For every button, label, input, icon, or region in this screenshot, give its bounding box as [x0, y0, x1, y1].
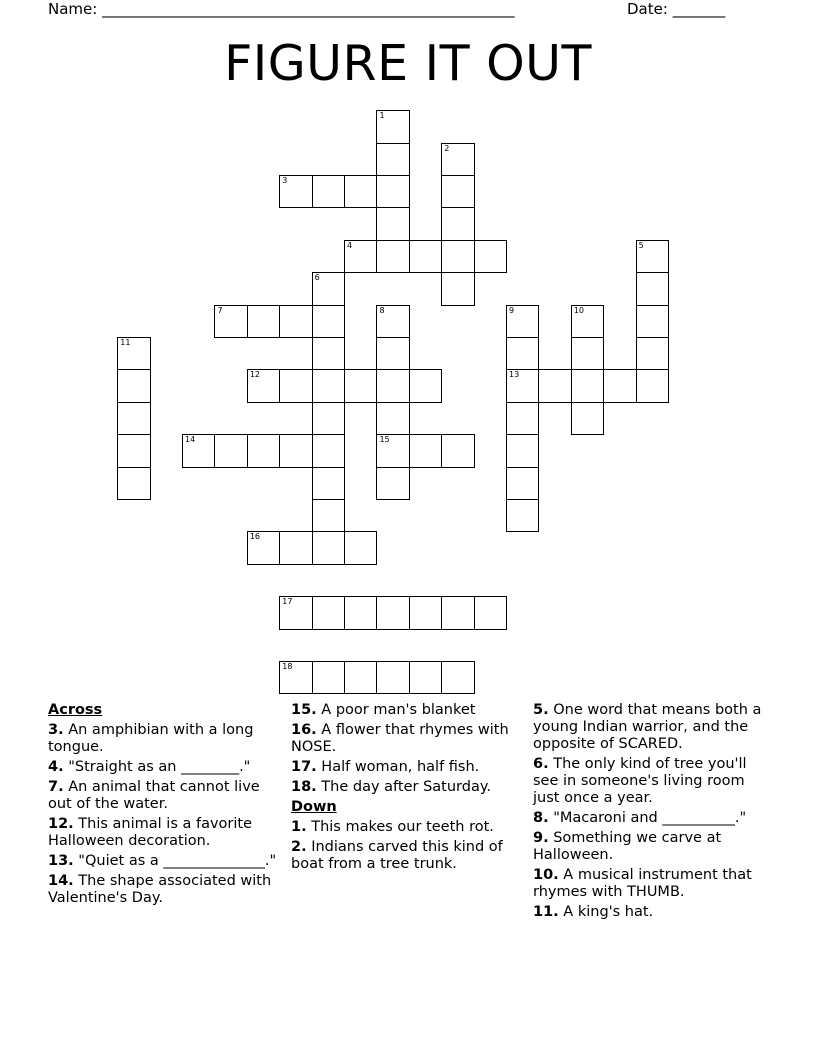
clue-item-text: The shape associated with Valentine's Day. — [48, 873, 272, 906]
grid-cell[interactable] — [474, 240, 507, 273]
grid-cell[interactable] — [312, 175, 345, 208]
clue-item-text: "Macaroni and __________." — [553, 810, 747, 826]
section-heading: Down — [291, 799, 337, 815]
grid-cell[interactable] — [376, 207, 409, 240]
clue-number: 7 — [217, 305, 223, 315]
clue-number: 16 — [249, 532, 261, 542]
clue-item — [533, 867, 773, 901]
clue-item-number: 11. — [533, 904, 559, 920]
clues-column-3 — [533, 702, 773, 924]
name-blank[interactable]: _______________________________________________________ — [102, 0, 515, 18]
grid-cell[interactable] — [182, 434, 215, 467]
clue-item-text: Half woman, half fish. — [321, 759, 480, 775]
grid-cell[interactable] — [376, 240, 409, 273]
clue-item-text: This makes our teeth rot. — [311, 819, 494, 835]
grid-cell[interactable] — [441, 207, 474, 240]
clue-item — [48, 722, 280, 756]
grid-cell[interactable] — [376, 337, 409, 370]
grid-cell[interactable] — [344, 175, 377, 208]
clue-item — [48, 853, 280, 870]
grid-cell[interactable] — [117, 467, 150, 500]
clue-item-text: A king's hat. — [563, 904, 654, 920]
clue-item-number: 8. — [533, 810, 549, 826]
clue-item-number: 16. — [291, 722, 317, 738]
grid-cell[interactable] — [117, 337, 150, 370]
clue-item-text: The day after Saturday. — [321, 779, 491, 795]
clue-item-text: "Straight as an ________." — [68, 759, 251, 775]
clue-item — [291, 702, 523, 719]
clue-number: 4 — [347, 240, 353, 250]
clue-item-number: 5. — [533, 702, 549, 718]
grid-cell[interactable] — [409, 369, 442, 402]
clue-item-number: 10. — [533, 867, 559, 883]
name-label: Name: — [48, 0, 98, 18]
page-title: FIGURE IT OUT — [224, 35, 592, 92]
grid-cell[interactable] — [376, 661, 409, 694]
grid-cell[interactable] — [344, 240, 377, 273]
grid-cell[interactable] — [279, 369, 312, 402]
clue-number: 18 — [282, 662, 293, 672]
grid-cell[interactable] — [376, 110, 409, 143]
clue-item-text: One word that means both a young Indian warrior, and the opposite of SCARED. — [533, 702, 762, 752]
grid-cell[interactable] — [441, 661, 474, 694]
grid-cell[interactable] — [214, 305, 247, 338]
grid-cell[interactable] — [214, 434, 247, 467]
clue-item-number: 1. — [291, 819, 307, 835]
clue-item-number: 18. — [291, 779, 317, 795]
clue-item — [291, 759, 523, 776]
grid-cell[interactable] — [117, 434, 150, 467]
grid-cell[interactable] — [506, 337, 539, 370]
grid-cell[interactable] — [409, 240, 442, 273]
clue-item — [291, 779, 523, 796]
grid-cell[interactable] — [376, 434, 409, 467]
grid-cell[interactable] — [571, 402, 604, 435]
grid-cell[interactable] — [344, 596, 377, 629]
grid-cell[interactable] — [376, 305, 409, 338]
clue-item-number: 9. — [533, 830, 549, 846]
grid-cell[interactable] — [344, 369, 377, 402]
clue-number: 17 — [282, 597, 293, 607]
grid-cell[interactable] — [312, 596, 345, 629]
clue-item-number: 4. — [48, 759, 64, 775]
clue-item-text: An amphibian with a long tongue. — [48, 722, 254, 755]
clue-item-number: 12. — [48, 816, 74, 832]
grid-cell[interactable] — [247, 369, 280, 402]
grid-cell[interactable] — [636, 369, 669, 402]
grid-cell[interactable] — [376, 467, 409, 500]
clue-item-number: 14. — [48, 873, 74, 889]
grid-cell[interactable] — [409, 661, 442, 694]
grid-cell[interactable] — [409, 434, 442, 467]
clue-item-number: 2. — [291, 839, 307, 855]
clue-number: 10 — [573, 305, 585, 315]
clue-item — [48, 816, 280, 850]
clue-item-text: Something we carve at Halloween. — [533, 830, 722, 863]
grid-cell[interactable] — [312, 531, 345, 564]
grid-cell[interactable] — [409, 596, 442, 629]
clue-item — [533, 810, 773, 827]
grid-cell[interactable] — [636, 272, 669, 305]
clue-number: 9 — [509, 305, 515, 315]
grid-cell[interactable] — [247, 305, 280, 338]
clue-item — [533, 830, 773, 864]
clue-item-text: A musical instrument that rhymes with THUMB. — [533, 867, 752, 900]
grid-cell[interactable] — [312, 402, 345, 435]
grid-cell[interactable] — [279, 661, 312, 694]
grid-cell[interactable] — [279, 531, 312, 564]
clue-item — [533, 702, 773, 753]
clue-number: 6 — [314, 273, 320, 283]
grid-cell[interactable] — [376, 369, 409, 402]
grid-cell[interactable] — [506, 499, 539, 532]
grid-cell[interactable] — [312, 661, 345, 694]
grid-cell[interactable] — [571, 305, 604, 338]
clue-item-text: An animal that cannot live out of the water. — [48, 779, 260, 812]
clue-number: 2 — [444, 143, 450, 153]
clue-item — [291, 819, 523, 836]
clue-number: 15 — [379, 435, 390, 445]
grid-cell[interactable] — [117, 402, 150, 435]
grid-cell[interactable] — [441, 272, 474, 305]
grid-cell[interactable] — [376, 596, 409, 629]
clue-item-text: The only kind of tree you'll see in someone's living room just once a year. — [533, 756, 747, 806]
clue-number: 12 — [249, 370, 261, 380]
clue-item-text: This animal is a favorite Halloween decoration. — [48, 816, 253, 849]
clue-number: 8 — [379, 305, 385, 315]
clue-item — [533, 904, 773, 921]
clue-item-number: 7. — [48, 779, 64, 795]
clue-item-number: 3. — [48, 722, 64, 738]
grid-cell[interactable] — [571, 369, 604, 402]
clues-column-1 — [48, 702, 280, 910]
grid-cell[interactable] — [279, 434, 312, 467]
grid-cell[interactable] — [279, 175, 312, 208]
grid-cell[interactable] — [312, 305, 345, 338]
clue-item-number: 13. — [48, 853, 74, 869]
grid-cell[interactable] — [441, 596, 474, 629]
grid-cell[interactable] — [636, 305, 669, 338]
clue-item-text: A flower that rhymes with NOSE. — [291, 722, 509, 755]
grid-cell[interactable] — [279, 596, 312, 629]
grid-cell[interactable] — [376, 143, 409, 176]
grid-cell[interactable] — [506, 402, 539, 435]
grid-cell[interactable] — [312, 467, 345, 500]
date-blank[interactable]: _______ — [672, 0, 726, 18]
clue-number: 13 — [509, 370, 520, 380]
grid-cell[interactable] — [636, 337, 669, 370]
grid-cell[interactable] — [441, 434, 474, 467]
grid-cell[interactable] — [312, 369, 345, 402]
clue-number: 11 — [120, 338, 131, 348]
grid-cell[interactable] — [117, 369, 150, 402]
section-heading: Across — [48, 702, 103, 718]
grid-cell[interactable] — [344, 531, 377, 564]
clue-item-number: 15. — [291, 702, 317, 718]
grid-cell[interactable] — [441, 175, 474, 208]
grid-cell[interactable] — [279, 305, 312, 338]
clue-number: 1 — [379, 111, 385, 121]
clue-item-number: 17. — [291, 759, 317, 775]
grid-cell[interactable] — [603, 369, 636, 402]
grid-cell[interactable] — [538, 369, 571, 402]
grid-cell[interactable] — [247, 434, 280, 467]
grid-cell[interactable] — [506, 467, 539, 500]
grid-cell[interactable] — [441, 240, 474, 273]
grid-cell[interactable] — [247, 531, 280, 564]
clues-column-2 — [291, 702, 523, 876]
clue-item — [48, 873, 280, 907]
clue-item — [533, 756, 773, 807]
clue-number: 3 — [282, 176, 288, 186]
grid-cell[interactable] — [312, 499, 345, 532]
clue-item — [48, 779, 280, 813]
clue-item — [291, 722, 523, 756]
grid-cell[interactable] — [312, 272, 345, 305]
grid-cell[interactable] — [376, 175, 409, 208]
clue-item — [48, 759, 280, 776]
grid-cell[interactable] — [312, 337, 345, 370]
grid-cell[interactable] — [344, 661, 377, 694]
grid-cell[interactable] — [571, 337, 604, 370]
clue-item-text: Indians carved this kind of boat from a tree trunk. — [291, 839, 503, 872]
grid-cell[interactable] — [376, 402, 409, 435]
clue-item-text: "Quiet as a ______________." — [78, 853, 277, 869]
grid-cell[interactable] — [474, 596, 507, 629]
date-label: Date: — [627, 0, 668, 18]
clue-number: 14 — [185, 435, 196, 445]
grid-cell[interactable] — [506, 434, 539, 467]
grid-cell[interactable] — [506, 305, 539, 338]
clue-item — [291, 839, 523, 873]
grid-cell[interactable] — [506, 369, 539, 402]
clue-item-number: 6. — [533, 756, 549, 772]
grid-cell[interactable] — [636, 240, 669, 273]
clue-number: 5 — [638, 240, 644, 250]
clue-item-text: A poor man's blanket — [321, 702, 476, 718]
grid-cell[interactable] — [441, 143, 474, 176]
grid-cell[interactable] — [312, 434, 345, 467]
